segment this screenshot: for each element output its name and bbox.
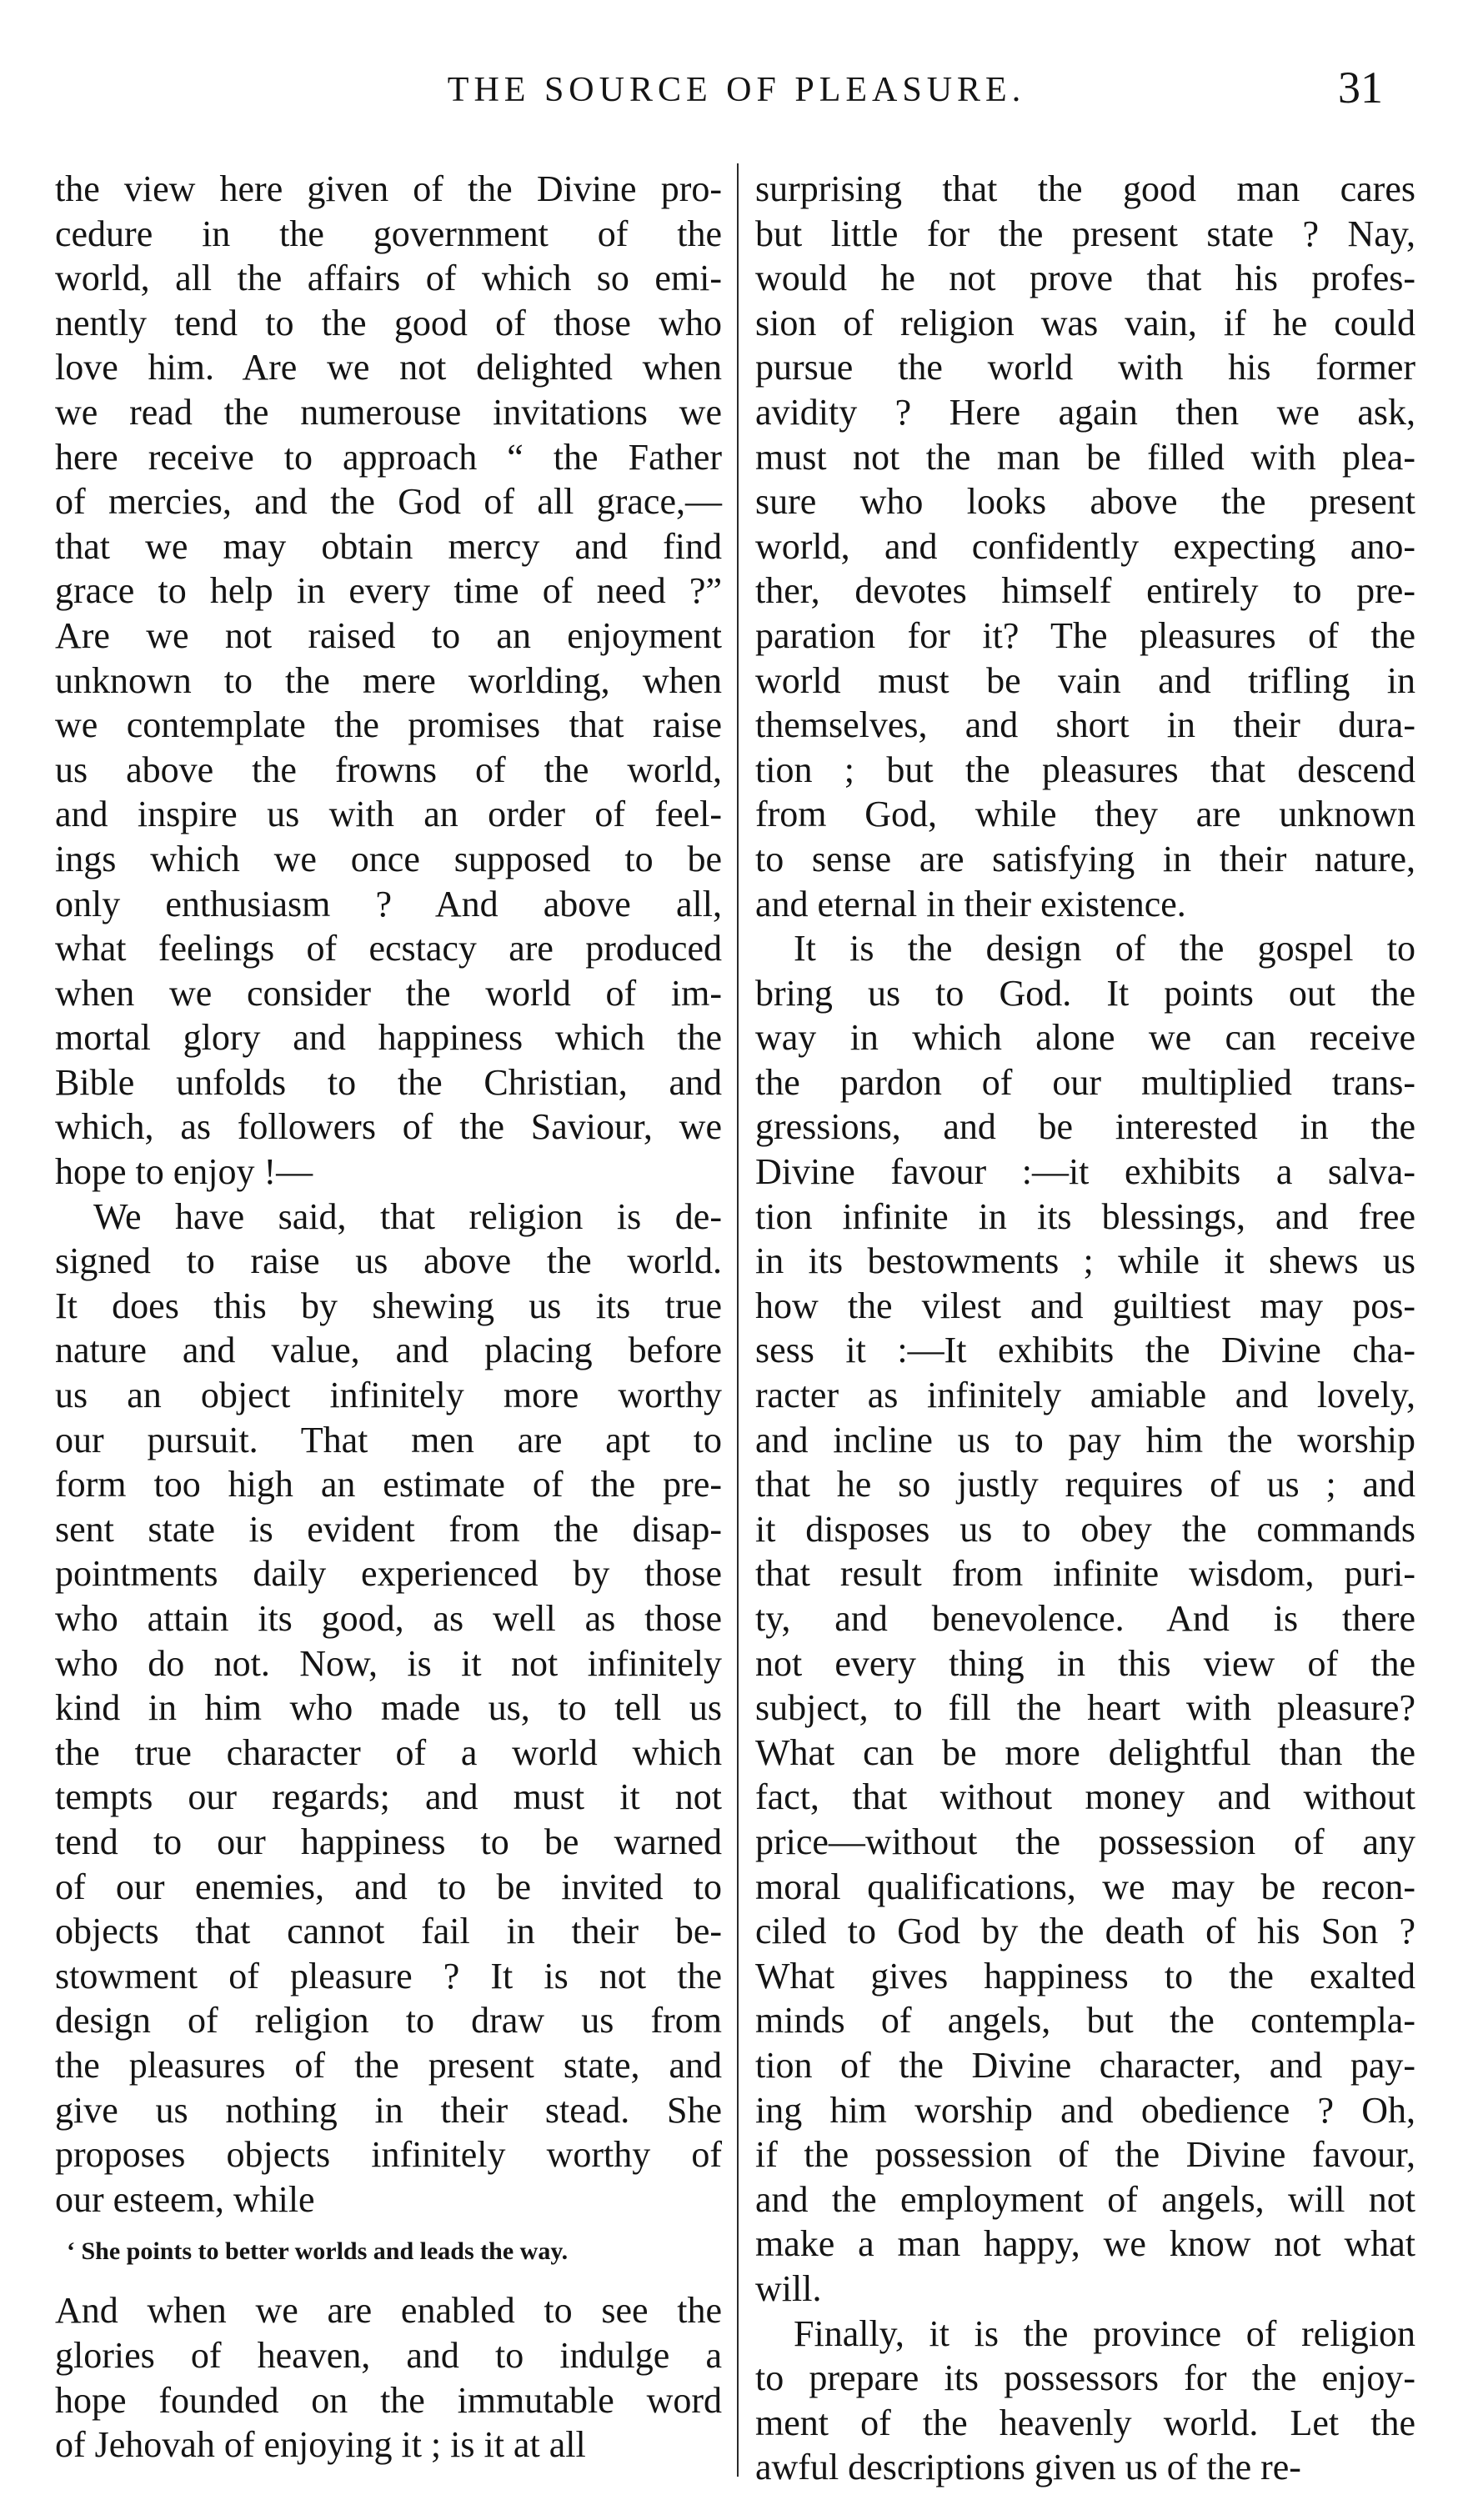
text-line: the true character of a world which [55, 1731, 722, 1773]
text-line: way in which alone we can receive [755, 1017, 1415, 1059]
text-line: world, and confidently expecting ano- [755, 525, 1415, 567]
text-line: sion of religion was vain, if he could [755, 302, 1415, 343]
text-line: tion of the Divine character, and pay- [755, 2044, 1415, 2086]
left-column [55, 167, 722, 2467]
text-line: the pleasures of the present state, and [55, 2044, 722, 2086]
text-line: in its bestowments ; while it shews us [755, 1240, 1415, 1282]
text-line: avidity ? Here again then we ask, [755, 391, 1415, 433]
text-line: here receive to approach “ the Father [55, 436, 722, 478]
text-line: hope to enjoy !— [55, 1151, 313, 1193]
text-line: sure who looks above the present [755, 481, 1415, 523]
text-line: moral qualifications, we may be recon- [755, 1866, 1415, 1907]
text-line: how the vilest and guiltiest may pos- [755, 1285, 1415, 1326]
column-divider [737, 163, 739, 2477]
text-line: form too high an estimate of the pre- [55, 1464, 722, 1505]
text-line: objects that cannot fail in their be- [55, 1911, 722, 1952]
text-line: and incline us to pay him the worship [755, 1419, 1415, 1460]
right-column-text [755, 167, 1415, 2490]
text-line: And when we are enabled to see the [55, 2290, 722, 2332]
text-line: stowment of pleasure ? It is not the [55, 1955, 722, 1996]
text-line: pursue the world with his former [755, 347, 1415, 388]
text-line: of our enemies, and to be invited to [55, 1866, 722, 1907]
text-line: tion ; but the pleasures that descend [755, 749, 1415, 790]
text-line: the pardon of our multiplied trans- [755, 1061, 1415, 1103]
text-line: ing him worship and obedience ? Oh, [755, 2089, 1415, 2131]
text-line: proposes objects infinitely worthy of [55, 2134, 722, 2176]
text-line: nature and value, and placing before [55, 1330, 722, 1371]
text-line: ty, and benevolence. And is there [755, 1598, 1415, 1639]
text-line: us above the frowns of the world, [55, 749, 722, 790]
text-line: love him. Are we not delighted when [55, 347, 722, 388]
text-line: what feelings of ecstacy are produced [55, 928, 722, 969]
text-line: only enthusiasm ? And above all, [55, 883, 722, 924]
text-line: give us nothing in their stead. She [55, 2089, 722, 2131]
text-line: nently tend to the good of those who [55, 302, 722, 343]
text-line: Are we not raised to an enjoyment [55, 614, 722, 656]
left-column-text-bottom [55, 2288, 722, 2467]
text-line: who do not. Now, is it not infinitely [55, 1642, 722, 1684]
text-line: sent state is evident from the disap- [55, 1508, 722, 1550]
right-column [755, 167, 1415, 2490]
text-line: but little for the present state ? Nay, [755, 213, 1415, 254]
text-line: pointments daily experienced by those [55, 1553, 722, 1595]
text-line: if the possession of the Divine favour, [755, 2134, 1415, 2176]
text-line: awful descriptions given us of the re- [755, 2447, 1301, 2488]
text-line: will. [755, 2267, 822, 2309]
text-line: subject, to fill the heart with pleasure? [755, 1687, 1415, 1729]
left-column-text-top [55, 167, 722, 2222]
text-line: We have said, that religion is de- [93, 1195, 722, 1237]
text-line: glories of heaven, and to indulge a [55, 2334, 722, 2376]
text-line: Divine favour :—it exhibits a salva- [755, 1151, 1415, 1193]
text-line: It is the design of the gospel to [794, 928, 1415, 969]
text-line: racter as infinitely amiable and lovely, [755, 1375, 1415, 1416]
text-line: would he not prove that his profes- [755, 258, 1415, 299]
page-number: 31 [1338, 63, 1383, 113]
text-line: the view here given of the Divine pro- [55, 168, 722, 209]
text-line: it disposes us to obey the commands [755, 1508, 1415, 1550]
text-line: Bible unfolds to the Christian, and [55, 1061, 722, 1103]
text-line: our pursuit. That men are apt to [55, 1419, 722, 1460]
text-line: What can be more delightful than the [755, 1731, 1415, 1773]
text-line: price—without the possession of any [755, 1821, 1415, 1862]
text-line: surprising that the good man cares [755, 168, 1415, 209]
text-line: and inspire us with an order of feel- [55, 794, 722, 835]
text-line: gressions, and be interested in the [755, 1106, 1415, 1148]
text-line: unknown to the mere worlding, when [55, 659, 722, 701]
text-line: make a man happy, we know not what [755, 2223, 1415, 2265]
text-line: tend to our happiness to be warned [55, 1821, 722, 1862]
text-line: to prepare its possessors for the enjoy- [755, 2357, 1415, 2399]
text-line: we read the numerouse invitations we [55, 391, 722, 433]
text-line: paration for it? The pleasures of the [755, 614, 1415, 656]
text-line: mortal glory and happiness which the [55, 1017, 722, 1059]
text-line: hope founded on the immutable word [55, 2379, 722, 2421]
text-line: It does this by shewing us its true [55, 1285, 722, 1326]
text-line: signed to raise us above the world. [55, 1240, 722, 1282]
text-line: tion infinite in its blessings, and free [755, 1195, 1415, 1237]
text-line: kind in him who made us, to tell us [55, 1687, 722, 1729]
text-line: world must be vain and trifling in [755, 659, 1415, 701]
text-line: who attain its good, as well as those [55, 1598, 722, 1639]
text-line: minds of angels, but the contempla- [755, 2000, 1415, 2042]
running-title: THE SOURCE OF PLEASURE. [447, 71, 1026, 109]
text-line: not every thing in this view of the [755, 1642, 1415, 1684]
text-line: and eternal in their existence. [755, 883, 1186, 924]
text-line: bring us to God. It points out the [755, 972, 1415, 1014]
text-line: that result from infinite wisdom, puri- [755, 1553, 1415, 1595]
text-line: world, all the affairs of which so emi- [55, 258, 722, 299]
text-line: ciled to God by the death of his Son ? [755, 1911, 1415, 1952]
text-line: us an object infinitely more worthy [55, 1375, 722, 1416]
running-head [50, 65, 1423, 123]
text-line: ther, devotes himself entirely to pre- [755, 570, 1415, 612]
text-line: design of religion to draw us from [55, 2000, 722, 2042]
text-line: to sense are satisfying in their nature, [755, 838, 1415, 879]
text-line: that we may obtain mercy and find [55, 525, 722, 567]
text-line: grace to help in every time of need ?” [55, 570, 722, 612]
text-line: themselves, and short in their dura- [755, 704, 1415, 746]
text-line: of Jehovah of enjoying it ; is it at all [55, 2424, 586, 2466]
text-line: and the employment of angels, will not [755, 2178, 1415, 2220]
text-line: What gives happiness to the exalted [755, 1955, 1415, 1996]
text-line: from God, while they are unknown [755, 794, 1415, 835]
text-line: tempts our regards; and must it not [55, 1776, 722, 1818]
text-line: sess it :—It exhibits the Divine cha- [755, 1330, 1415, 1371]
text-line: when we consider the world of im- [55, 972, 722, 1014]
text-line: ings which we once supposed to be [55, 838, 722, 879]
text-line: ment of the heavenly world. Let the [755, 2402, 1415, 2443]
text-line: we contemplate the promises that raise [55, 704, 722, 746]
text-line: cedure in the government of the [55, 213, 722, 254]
text-line: our esteem, while [55, 2178, 315, 2220]
text-line: fact, that without money and without [755, 1776, 1415, 1818]
text-line: of mercies, and the God of all grace,— [55, 481, 722, 523]
footnote: ‘ She points to better worlds and leads the way. [67, 2237, 569, 2266]
text-line: which, as followers of the Saviour, we [55, 1106, 722, 1148]
text-line: must not the man be filled with plea- [755, 436, 1415, 478]
text-line: Finally, it is the province of religion [794, 2312, 1415, 2354]
text-line: that he so justly requires of us ; and [755, 1464, 1415, 1505]
